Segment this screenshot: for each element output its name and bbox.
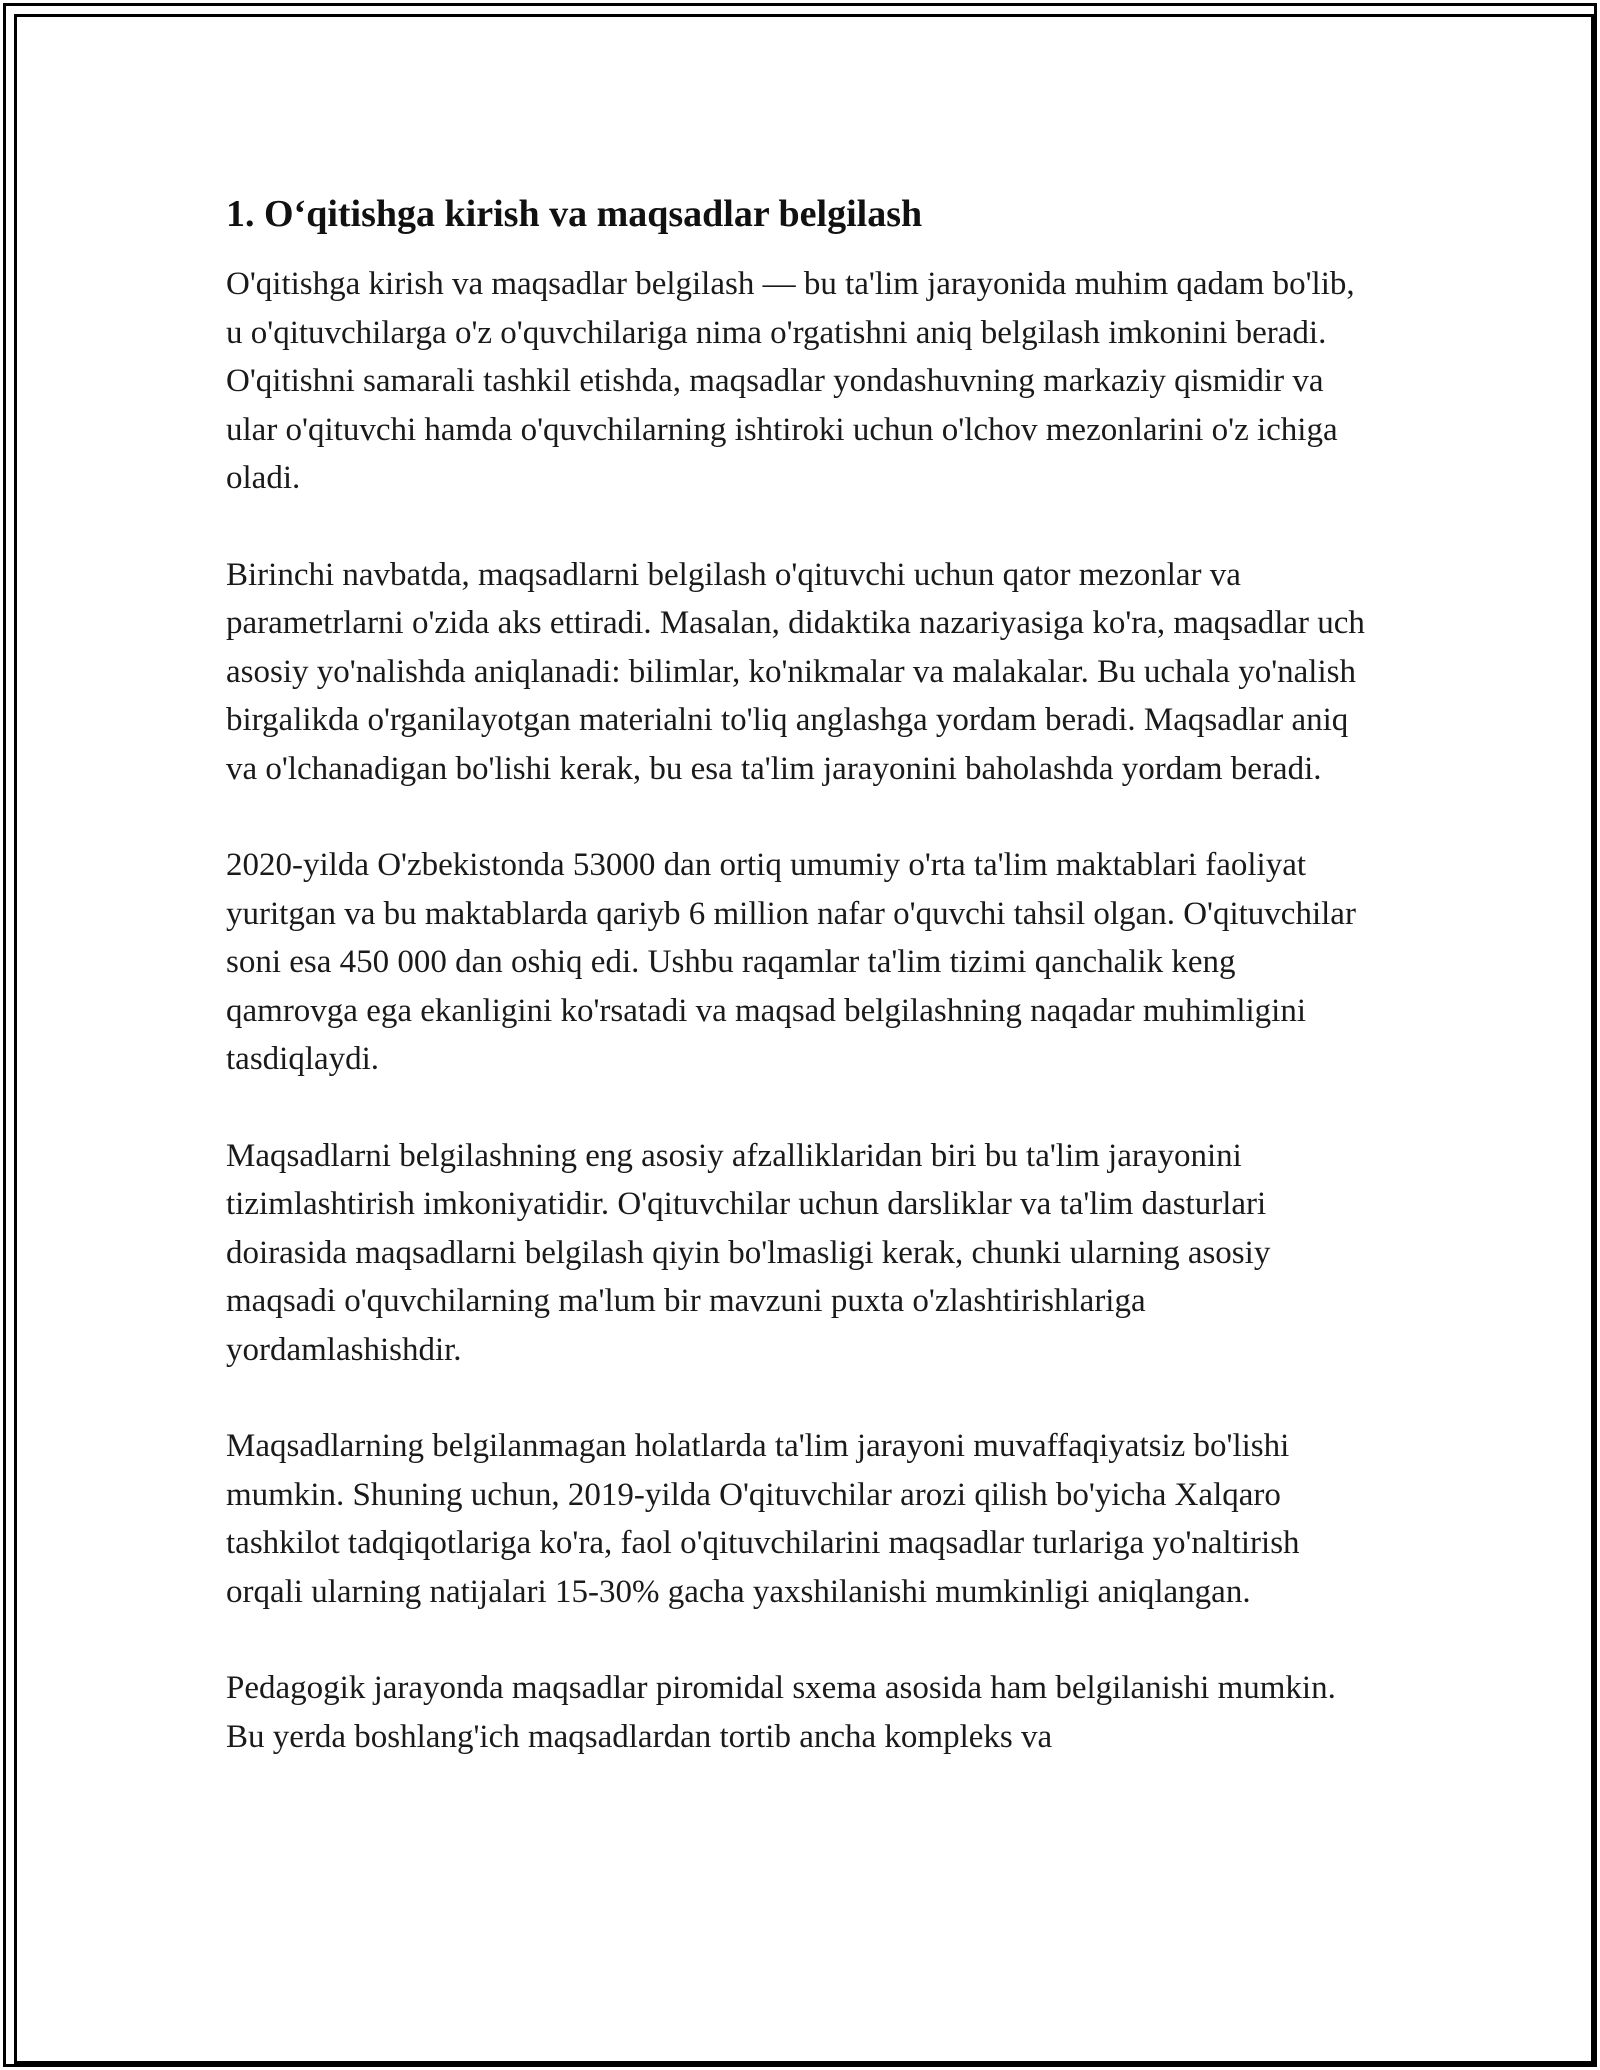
- paragraph-advantages: Maqsadlarni belgilashning eng asosiy afzalliklaridan biri bu ta'lim jarayonini tizimlashtirish imkoniyatidir. O'qituvchilar uchun darsliklar va ta'lim dasturlari doirasida maqsadlarni belgilash qiyin bo'lmasligi kerak, chunki ularning asosiy maqsadi o'quvchilarning ma'lum bir mavzuni puxta o'zlashtirishlariga yordamlashishdir.: [226, 1137, 1271, 1368]
- document-body: [226, 186, 1366, 1809]
- paragraph-research: Maqsadlarning belgilanmagan holatlarda ta'lim jarayoni muvaffaqiyatsiz bo'lishi mumkin. Shuning uchun, 2019-yilda O'qituvchilar arozi qilish bo'yicha Xalqaro tashkilot tadqiqotlariga ko'ra, faol o'qituvchilarini maqsadlar turlariga yo'naltirish orqali ularning natijalari 15-30% gacha yaxshilanishi mumkinligi aniqlangan.: [226, 1428, 1300, 1610]
- paragraph-statistics: 2020-yilda O'zbekistonda 53000 dan ortiq umumiy o'rta ta'lim maktablari faoliyat yuritgan va bu maktablarda qariyb 6 million nafar o'quvchi tahsil olgan. O'qituvchilar soni esa 450 000 dan oshiq edi. Ushbu raqamlar ta'lim tizimi qanchalik keng qamrovga ega ekanligini ko'rsatadi va maqsad belgilashning naqadar muhimligini tasdiqlaydi.: [226, 847, 1356, 1077]
- paragraph-intro: O'qitishga kirish va maqsadlar belgilash — bu ta'lim jarayonida muhim qadam bo'lib, u o'qituvchilarga o'z o'quvchilariga nima o'rgatishni aniq belgilash imkonini beradi. O'qitishni samarali tashkil etishda, maqsadlar yondashuvning markaziy qismidir va ular o'qituvchi hamda o'quvchilarning ishtiroki uchun o'lchov mezonlarini o'z ichiga oladi.: [226, 266, 1355, 496]
- paragraph-criteria: Birinchi navbatda, maqsadlarni belgilash o'qituvchi uchun qator mezonlar va parametrlarni o'zida aks ettiradi. Masalan, didaktika nazariyasiga ko'ra, maqsadlar uch asosiy yo'nalishda aniqlanadi: bilimlar, ko'nikmalar va malakalar. Bu uchala yo'nalish birgalikda o'rganilayotgan materialni to'liq anglashga yordam beradi. Maqsadlar aniq va o'lchanadigan bo'lishi kerak, bu esa ta'lim jarayonini baholashda yordam beradi.: [226, 556, 1365, 787]
- paragraph-pyramid: Pedagogik jarayonda maqsadlar piromidal sxema asosida ham belgilanishi mumkin. Bu yerda boshlang'ich maqsadlardan tortib ancha kompleks va: [226, 1670, 1336, 1755]
- section-heading: 1. O‘qitishga kirish va maqsadlar belgilash: [226, 193, 923, 235]
